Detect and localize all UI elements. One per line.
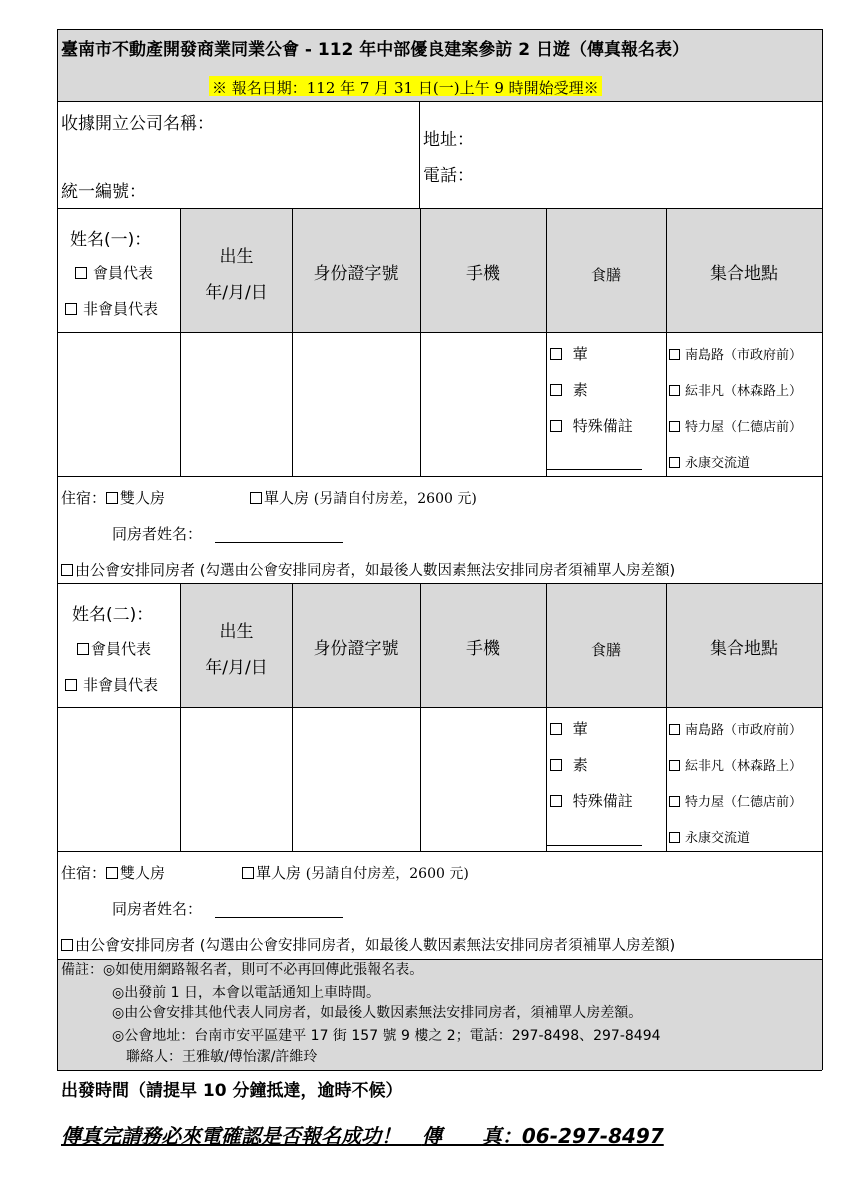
row-divider (57, 208, 822, 209)
table-border (822, 29, 823, 1070)
tax-id-label: 統一編號： (61, 182, 146, 202)
col-divider (180, 208, 181, 476)
block1-meeting-option-1[interactable]: 南島路（市政府前） (669, 349, 802, 362)
block2-assign-checkbox[interactable] (61, 939, 73, 951)
row-divider (57, 959, 822, 960)
col-divider (420, 583, 421, 851)
checkbox[interactable] (669, 421, 680, 432)
block2-roommate-label: 同房者姓名： (112, 900, 203, 918)
checkbox[interactable] (550, 348, 562, 360)
block1-meeting-option-3[interactable]: 特力屋（仁德店前） (669, 421, 802, 434)
checkbox[interactable] (669, 796, 680, 807)
row-divider (57, 101, 822, 102)
block2-meeting-option-3[interactable]: 特力屋（仁德店前） (669, 796, 802, 809)
block1-member-checkbox[interactable] (75, 267, 87, 279)
block2-meal-header: 食膳 (590, 641, 621, 659)
block1-name-label: 姓名(一)： (70, 230, 152, 250)
col-divider (666, 583, 667, 851)
row-divider (57, 583, 822, 584)
block1-meeting-option-4[interactable]: 永康交流道 (669, 457, 750, 470)
notes-label: 備註： (61, 962, 103, 978)
block2-roommate-field[interactable] (215, 917, 343, 918)
checkbox[interactable] (550, 723, 562, 735)
note-item-3: ◎由公會安排其他代表人同房者，如最後人數因素無法安排同房者，須補單人房差額。 (112, 1005, 643, 1021)
col-divider (180, 583, 181, 851)
block2-meeting-option-4[interactable]: 永康交流道 (669, 832, 750, 845)
fax-number: 06-297-8497 (521, 1124, 664, 1148)
block2-nonmember-checkbox[interactable] (65, 679, 77, 691)
note-item-2: ◎出發前 1 日，本會以電話通知上車時間。 (112, 985, 381, 1001)
checkbox[interactable] (669, 349, 680, 360)
block1-meeting-option-2[interactable]: 紜非凡（林森路上） (669, 385, 802, 398)
block2-meeting-option-2[interactable]: 紜非凡（林森路上） (669, 760, 802, 773)
block2-meal-meat[interactable]: 葷 (550, 722, 588, 737)
company-name-label: 收據開立公司名稱： (61, 114, 214, 134)
fax-confirm-note: 傳真完請務必來電確認是否報名成功！ 傳 真：06-297-8497 (61, 1124, 664, 1148)
checkbox[interactable] (550, 795, 562, 807)
block2-single-room-row: 單人房 (另請自付房差，2600 元) (242, 866, 469, 881)
block1-meal-veg[interactable]: 素 (550, 383, 588, 398)
address-label: 地址： (423, 130, 474, 150)
form-title: 臺南市不動產開發商業同業公會 - 112 年中部優良建案參訪 2 日遊（傳真報名表） (61, 40, 689, 60)
block1-roommate-label: 同房者姓名： (112, 525, 203, 543)
checkbox[interactable] (550, 759, 562, 771)
block2-assign-row: 由公會安排同房者 (勾選由公會安排同房者，如最後人數因素無法安排同房者須補單人房差額) (61, 938, 675, 954)
block1-id-header: 身份證字號 (313, 264, 399, 284)
row-divider (57, 476, 822, 477)
block2-nonmember-option[interactable]: 非會員代表 (65, 678, 158, 693)
block1-meal-meat[interactable]: 葷 (550, 347, 588, 362)
block2-special-note-line (547, 845, 642, 846)
note-item-4: ◎公會地址：台南市安平區建平 17 街 157 號 9 樓之 2；電話：297-8498、297-8494 (112, 1028, 661, 1044)
col-divider (419, 101, 420, 208)
checkbox[interactable] (550, 384, 562, 396)
block1-lodging-row: 住宿： 雙人房 (61, 489, 166, 507)
block1-assign-row: 由公會安排同房者 (勾選由公會安排同房者，如最後人數因素無法安排同房者須補單人房差額) (61, 563, 675, 579)
checkbox[interactable] (669, 385, 680, 396)
block2-mobile-header: 手機 (466, 639, 500, 659)
checkbox[interactable] (669, 457, 680, 468)
block1-nonmember-option[interactable]: 非會員代表 (65, 302, 158, 317)
block1-assign-checkbox[interactable] (61, 564, 73, 576)
note-item-1: ◎如使用網路報名者，則可不必再回傳此張報名表。 (103, 962, 424, 978)
checkbox[interactable] (669, 760, 680, 771)
block1-roommate-field[interactable] (215, 542, 343, 543)
departure-time-note: 出發時間（請提早 10 分鐘抵達，逾時不候） (61, 1081, 403, 1101)
block2-meal-special[interactable]: 特殊備註 (550, 794, 633, 809)
block1-meal-special[interactable]: 特殊備註 (550, 419, 633, 434)
col-divider (546, 208, 547, 476)
table-border (57, 29, 58, 1070)
block1-birth-header-line2: 年/月/日 (205, 283, 268, 303)
col-divider (292, 583, 293, 851)
col-divider (292, 208, 293, 476)
checkbox[interactable] (550, 420, 562, 432)
block2-id-header: 身份證字號 (313, 639, 399, 659)
row-divider (57, 707, 822, 708)
block1-meeting-header: 集合地點 (710, 264, 778, 284)
checkbox[interactable] (669, 724, 680, 735)
block2-lodging-row: 住宿： 雙人房 (61, 864, 166, 882)
registration-date-notice: ※ 報名日期：112 年 7 月 31 日(一)上午 9 時開始受理※ (209, 76, 602, 96)
block1-special-note-line (547, 469, 642, 470)
col-divider (666, 208, 667, 476)
phone-label: 電話： (423, 166, 474, 186)
table-border (57, 29, 822, 30)
col-divider (546, 583, 547, 851)
block2-double-room-checkbox[interactable] (106, 867, 118, 879)
notes-contact: 聯絡人：王雅敏/傅怡潔/許維玲 (126, 1049, 318, 1065)
block2-meeting-header: 集合地點 (710, 639, 778, 659)
block1-member-option[interactable]: 會員代表 (75, 266, 153, 281)
block2-birth-header-line2: 年/月/日 (205, 658, 268, 678)
block2-single-room-checkbox[interactable] (242, 867, 254, 879)
row-divider (57, 851, 822, 852)
block1-double-room-checkbox[interactable] (106, 492, 118, 504)
block1-mobile-header: 手機 (466, 264, 500, 284)
block2-name-label: 姓名(二)： (72, 605, 154, 625)
block1-single-room-row: 單人房 (另請自付房差，2600 元) (250, 491, 477, 506)
block2-birth-header-line1: 出生 (219, 622, 254, 642)
block2-meeting-option-1[interactable]: 南島路（市政府前） (669, 724, 802, 737)
table-border (57, 1070, 822, 1071)
row-divider (57, 332, 822, 333)
block2-meal-veg[interactable]: 素 (550, 758, 588, 773)
block1-meal-header: 食膳 (590, 266, 621, 284)
block2-member-checkbox[interactable] (77, 643, 89, 655)
block1-single-room-checkbox[interactable] (250, 492, 262, 504)
block1-nonmember-checkbox[interactable] (65, 303, 77, 315)
col-divider (420, 208, 421, 476)
checkbox[interactable] (669, 832, 680, 843)
block1-birth-header-line1: 出生 (219, 247, 254, 267)
block2-member-option[interactable]: 會員代表 (77, 642, 151, 657)
